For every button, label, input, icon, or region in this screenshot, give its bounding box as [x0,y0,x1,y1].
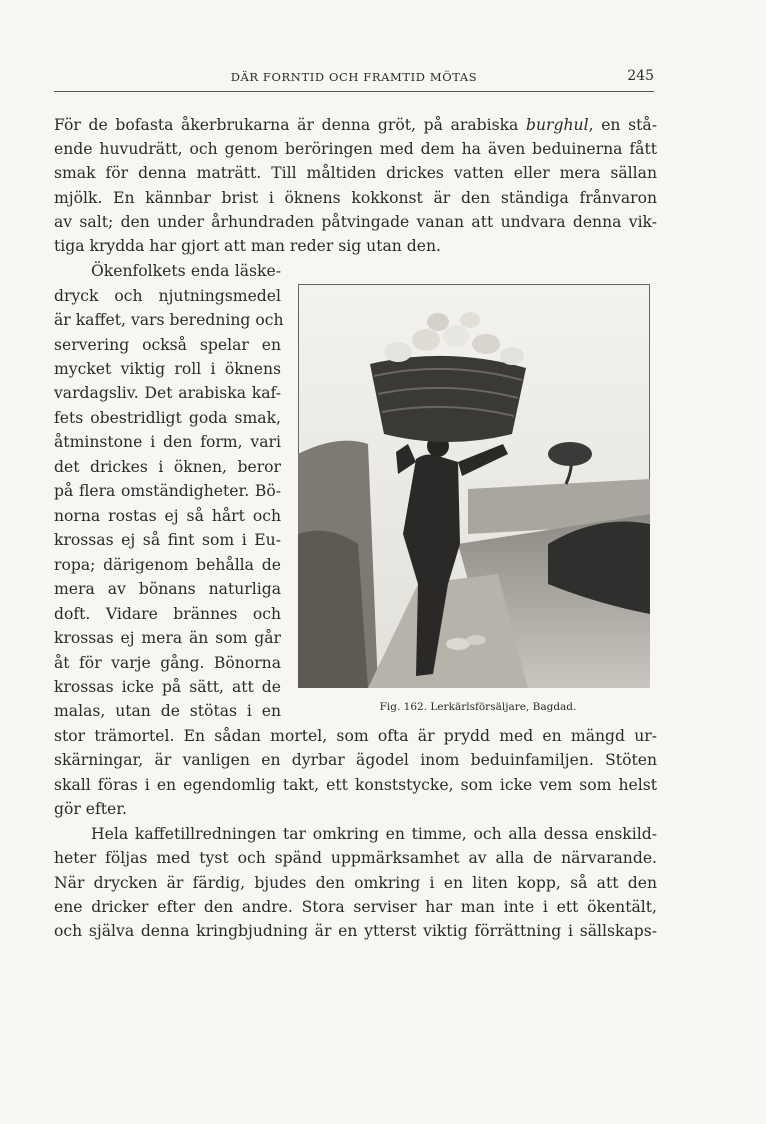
text-line: När drycken är färdig, bjudes den omkring i en liten kopp, så att den [54,874,657,892]
text-line: ene dricker efter den andre. Stora serviser har man inte i ett ökentält, [54,898,657,916]
figure-label: Fig. 162. [379,701,428,713]
text-line: ende huvudrätt, och genom beröringen med dem ha även beduinerna fått [54,140,657,158]
header-rule [54,91,654,92]
page-header [54,70,654,92]
text-line: För de bofasta åkerbrukarna är denna gröt, på arabiska burghul, en stå- [54,116,657,134]
text-line: är kaffet, vars beredning och [54,311,284,329]
text-line: skärningar, är vanligen en dyrbar ägodel inom beduinfamiljen. Stöten [54,751,657,769]
text-line: mycket viktig roll i öknens [54,360,281,378]
text-line: krossas ej mera än som går [54,629,281,647]
text-line: Hela kaffetillredningen tar omkring en timme, och alla dessa enskild- [91,825,657,843]
text-line: av salt; den under århundraden påtvingade vanan att undvara denna vik- [54,213,657,231]
text-line: åt för varje gång. Bönorna [54,654,281,672]
text-line: krossas icke på sätt, att de [54,678,281,696]
text-line: mera av bönans naturliga [54,580,281,598]
text-line: malas, utan de stötas i en [54,702,281,720]
text-line: det drickes i öknen, beror [54,458,281,476]
text-line: tiga krydda har gjort att man reder sig utan den. [54,237,441,255]
text-line: doft. Vidare brännes och [54,605,281,623]
text-line: dryck och njutningsmedel [54,287,281,305]
text-line: smak för denna maträtt. Till måltiden drickes vatten eller mera sällan [54,164,657,182]
figure-caption [298,701,658,713]
text-line: heter följas med tyst och spänd uppmärksamhet av alla de närvarande. [54,849,657,867]
running-title: DÄR FORNTID OCH FRAMTID MÖTAS [230,70,478,84]
text-line: servering också spelar en [54,336,281,354]
italic-word: burghul [526,116,589,134]
text-line: Ökenfolkets enda läske- [91,262,281,280]
text-line: gör efter. [54,800,127,818]
text-line: mjölk. En kännbar brist i öknens kokkonst är den ständiga frånvaron [54,189,657,207]
text-line: vardagsliv. Det arabiska kaf- [54,384,281,402]
pottery-seller-photo [298,284,650,688]
text-line: norna rostas ej så hårt och [54,507,281,525]
text-line: ropa; därigenom behålla de [54,556,281,574]
figure-photo [298,284,650,688]
text-line: och själva denna kringbjudning är en ytterst viktig förrättning i sällskaps- [54,922,657,940]
text-line: stor trämortel. En sådan mortel, som ofta är prydd med en mängd ur- [54,727,657,745]
text-line: på flera omständigheter. Bö- [54,482,281,500]
page-number: 245 [627,68,654,84]
text-line: åtminstone i den form, vari [54,433,281,451]
text-line: skall föras i en egendomlig takt, ett konststycke, som icke vem som helst [54,776,657,794]
text-line: fets obestridligt goda smak, [54,409,281,427]
figure-caption-text: Lerkärlsförsäljare, Bagdad. [430,701,577,713]
text-line: krossas ej så fint som i Eu- [54,531,281,549]
